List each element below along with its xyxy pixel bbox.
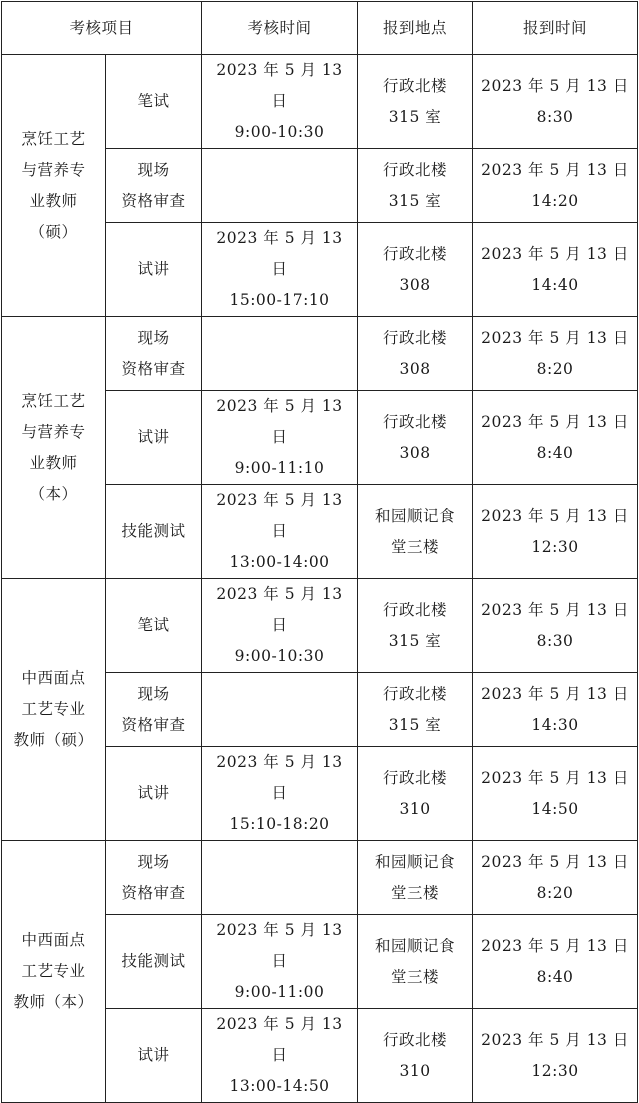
header-location: 报到地点: [358, 2, 473, 55]
exam-item-cell: 试讲: [106, 223, 202, 317]
header-item: 考核项目: [2, 2, 202, 55]
exam-item-cell: 现场 资格审查: [106, 149, 202, 223]
position-name-cell: 中西面点 工艺专业 教师（硕）: [2, 579, 106, 841]
checkin-time-cell: 2023 年 5 月 13 日 14:40: [473, 223, 638, 317]
exam-item-cell: 现场 资格审查: [106, 673, 202, 747]
header-checkin-time: 报到时间: [473, 2, 638, 55]
table-row: [2, 55, 638, 149]
checkin-location-cell: 和园顺记食 堂三楼: [358, 485, 473, 579]
checkin-time-cell: 2023 年 5 月 13 日 8:20: [473, 841, 638, 915]
exam-time-cell: [202, 673, 358, 747]
exam-time-cell: 2023 年 5 月 13 日 13:00-14:00: [202, 485, 358, 579]
exam-time-cell: 2023 年 5 月 13 日 9:00-11:00: [202, 915, 358, 1009]
checkin-time-cell: 2023 年 5 月 13 日 12:30: [473, 1009, 638, 1103]
checkin-location-cell: 行政北楼 315 室: [358, 673, 473, 747]
checkin-location-cell: 行政北楼 315 室: [358, 149, 473, 223]
exam-item-cell: 试讲: [106, 391, 202, 485]
exam-item-cell: 试讲: [106, 747, 202, 841]
exam-item-cell: 笔试: [106, 579, 202, 673]
checkin-location-cell: 行政北楼 310: [358, 1009, 473, 1103]
checkin-time-cell: 2023 年 5 月 13 日 8:30: [473, 55, 638, 149]
checkin-location-cell: 和园顺记食 堂三楼: [358, 841, 473, 915]
header-exam-time: 考核时间: [202, 2, 358, 55]
exam-time-cell: [202, 841, 358, 915]
table-header-row: [2, 2, 638, 55]
checkin-time-cell: 2023 年 5 月 13 日 14:50: [473, 747, 638, 841]
exam-time-cell: 2023 年 5 月 13 日 9:00-10:30: [202, 579, 358, 673]
position-name-cell: 烹饪工艺 与营养专 业教师 （本）: [2, 317, 106, 579]
exam-item-cell: 笔试: [106, 55, 202, 149]
checkin-location-cell: 行政北楼 308: [358, 223, 473, 317]
exam-schedule-table: [1, 1, 638, 1103]
exam-time-cell: 2023 年 5 月 13 日 13:00-14:50: [202, 1009, 358, 1103]
checkin-location-cell: 行政北楼 310: [358, 747, 473, 841]
table-row: [2, 317, 638, 391]
checkin-time-cell: 2023 年 5 月 13 日 8:30: [473, 579, 638, 673]
table-row: [2, 841, 638, 915]
exam-time-cell: [202, 149, 358, 223]
exam-time-cell: 2023 年 5 月 13 日 15:00-17:10: [202, 223, 358, 317]
table-row: [2, 579, 638, 673]
exam-time-cell: 2023 年 5 月 13 日 9:00-10:30: [202, 55, 358, 149]
checkin-time-cell: 2023 年 5 月 13 日 14:30: [473, 673, 638, 747]
checkin-location-cell: 行政北楼 315 室: [358, 55, 473, 149]
position-name-cell: 烹饪工艺 与营养专 业教师 （硕）: [2, 55, 106, 317]
checkin-time-cell: 2023 年 5 月 13 日 8:40: [473, 915, 638, 1009]
checkin-time-cell: 2023 年 5 月 13 日 12:30: [473, 485, 638, 579]
checkin-location-cell: 行政北楼 315 室: [358, 579, 473, 673]
exam-item-cell: 现场 资格审查: [106, 841, 202, 915]
exam-time-cell: [202, 317, 358, 391]
checkin-time-cell: 2023 年 5 月 13 日 8:40: [473, 391, 638, 485]
exam-time-cell: 2023 年 5 月 13 日 9:00-11:10: [202, 391, 358, 485]
exam-time-cell: 2023 年 5 月 13 日 15:10-18:20: [202, 747, 358, 841]
exam-item-cell: 现场 资格审查: [106, 317, 202, 391]
position-name-cell: 中西面点 工艺专业 教师（本）: [2, 841, 106, 1103]
exam-item-cell: 试讲: [106, 1009, 202, 1103]
checkin-location-cell: 和园顺记食 堂三楼: [358, 915, 473, 1009]
exam-item-cell: 技能测试: [106, 915, 202, 1009]
checkin-location-cell: 行政北楼 308: [358, 317, 473, 391]
exam-item-cell: 技能测试: [106, 485, 202, 579]
checkin-location-cell: 行政北楼 308: [358, 391, 473, 485]
checkin-time-cell: 2023 年 5 月 13 日 14:20: [473, 149, 638, 223]
checkin-time-cell: 2023 年 5 月 13 日 8:20: [473, 317, 638, 391]
